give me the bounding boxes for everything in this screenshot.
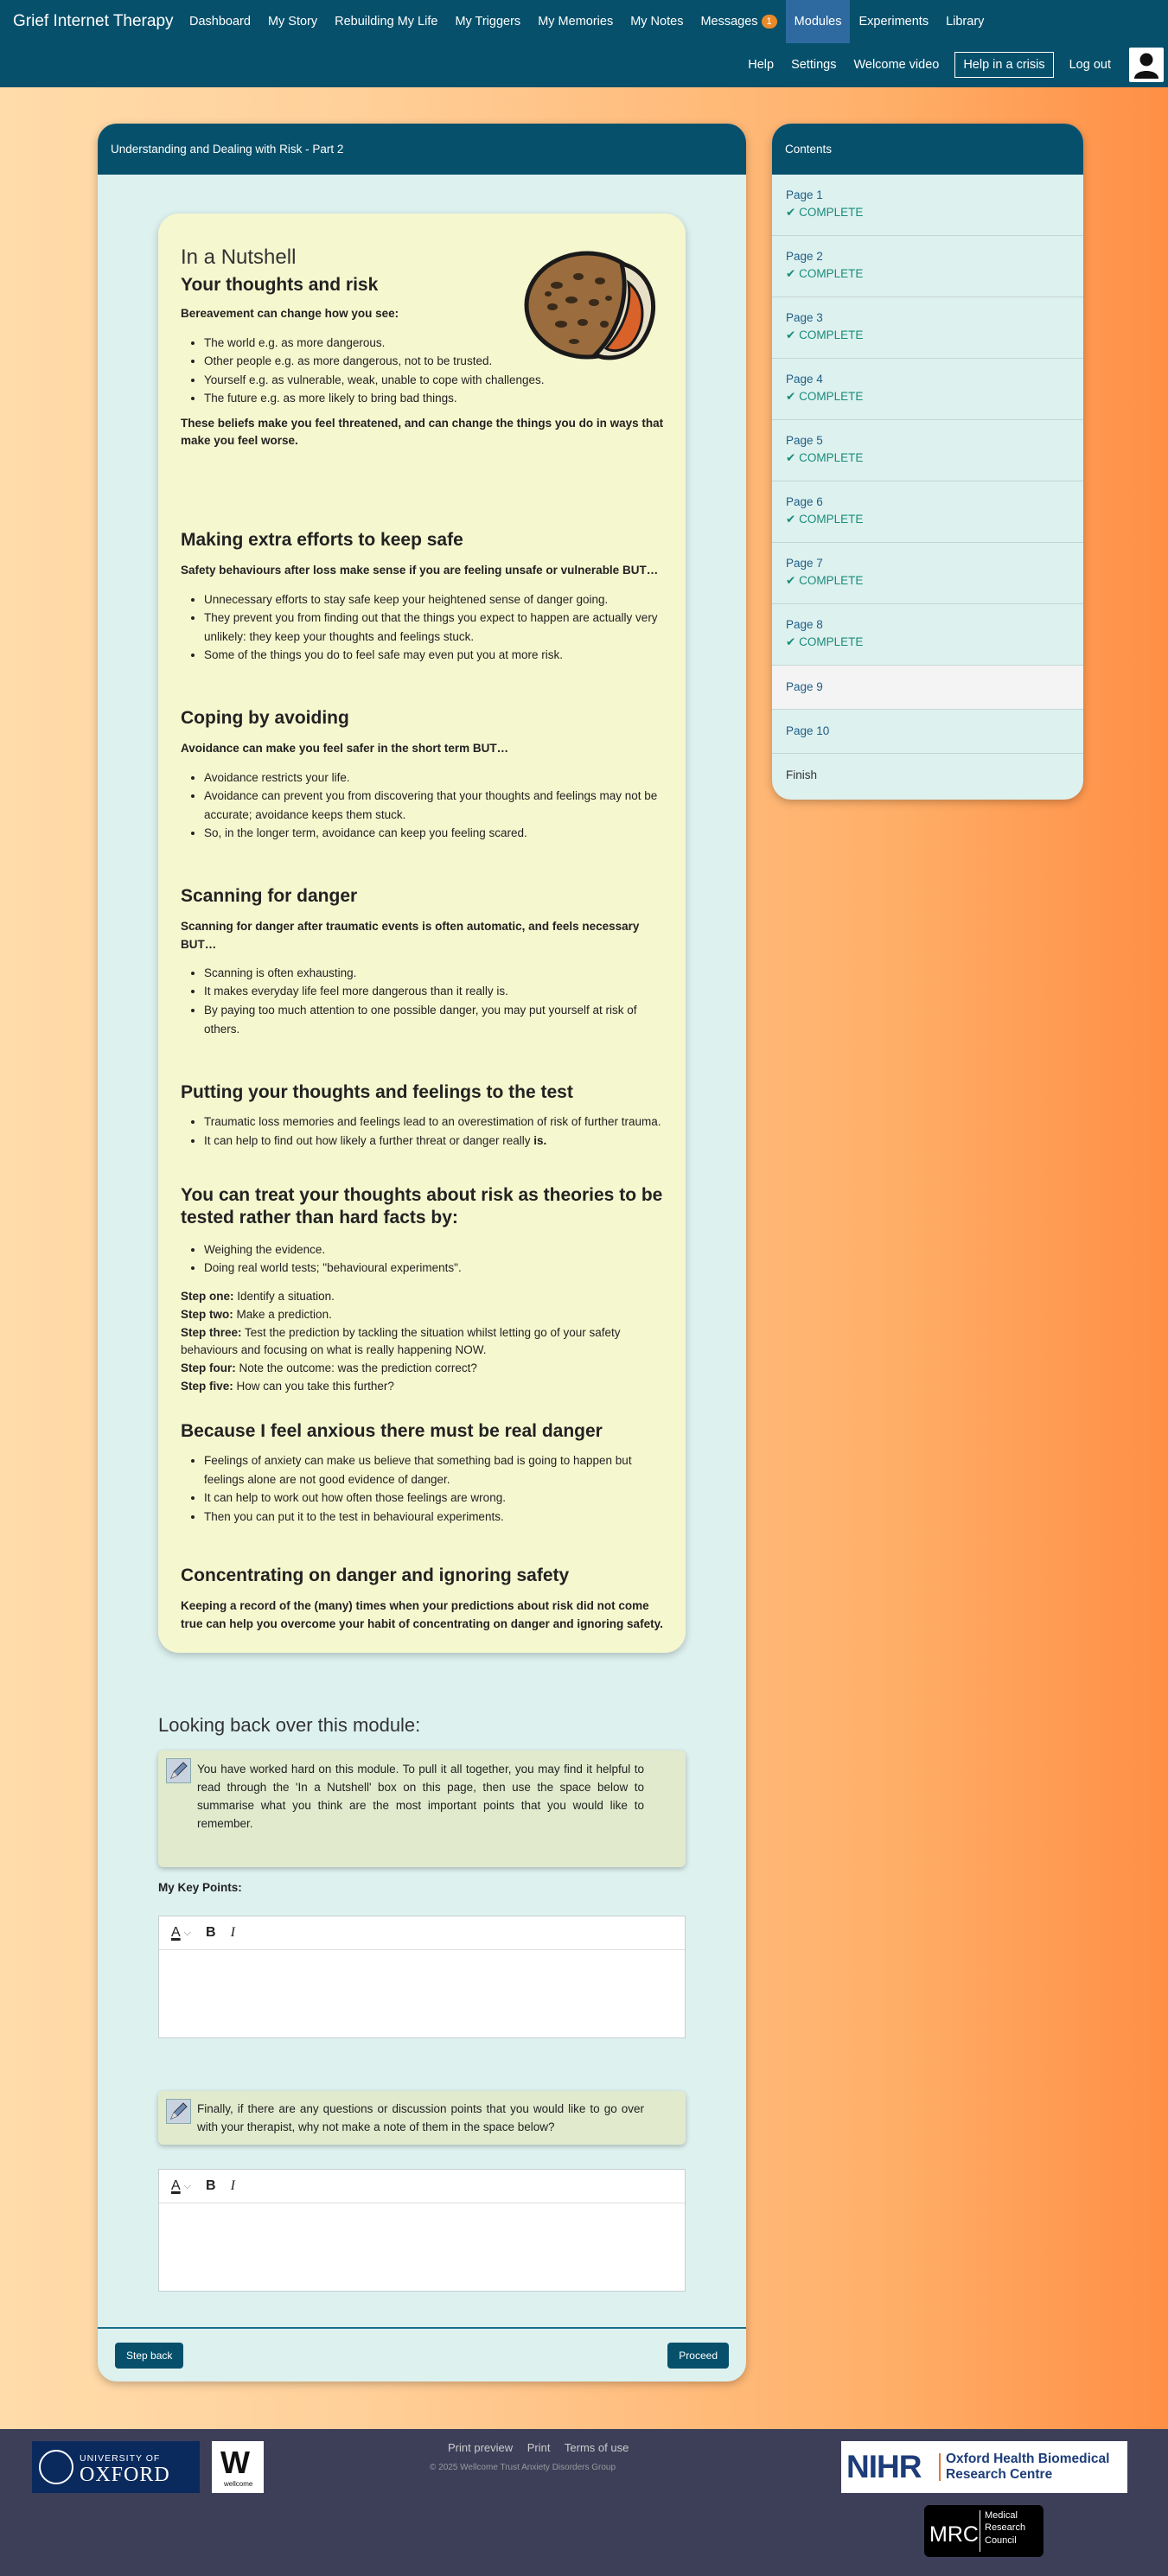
step-item: Step four: Note the outcome: was the prediction correct? (181, 1361, 477, 1375)
section-heading: Coping by avoiding (181, 708, 349, 728)
editor-toolbar (159, 2170, 685, 2203)
step-item: Step three: Test the prediction by tackling the situation whilst letting go of your safety behaviours and focusing on what is really happening NOW. (181, 1325, 621, 1357)
list-item: • By paying too much attention to one possible danger, you may put yourself at risk of others. (204, 1001, 665, 1038)
list-item: • It can help to work out how often those feelings are wrong. (204, 1489, 665, 1508)
contents-item-finish[interactable]: Finish (786, 768, 818, 781)
list-item: • Weighing the evidence. (204, 1240, 665, 1259)
nav-my-notes[interactable]: My Notes (630, 15, 684, 29)
section-coping-by-avoiding (181, 707, 665, 843)
contents-item-page-3[interactable]: Page 3 ✔ COMPLETE (772, 297, 1083, 359)
check-icon: ✔ (786, 267, 796, 280)
contents-item-page-9[interactable]: Page 9 (772, 666, 1083, 710)
section-treat-thoughts-as-theories (181, 1184, 665, 1396)
nav-help[interactable]: Help (748, 58, 775, 72)
section-outro: Keeping a record of the (many) times when your predictions about risk did not come true can help you overcome your habit of concentrating on danger and ignoring safety. (181, 1599, 663, 1630)
nutshell-box (158, 214, 686, 1653)
status-label: COMPLETE (799, 267, 864, 280)
bullet-list (181, 1240, 665, 1278)
help-in-crisis-button[interactable]: Help in a crisis (954, 52, 1053, 78)
list-item: • Doing real world tests; "behavioural experiments". (204, 1259, 665, 1278)
list-item: • It makes everyday life feel more dangerous than it really is. (204, 982, 665, 1001)
copyright-text: © 2025 Wellcome Trust Anxiety Disorders Group (430, 2463, 616, 2472)
contents-heading: Contents (772, 124, 1083, 175)
note-text: Finally, if there are any questions or discussion points that you would like to go over with your therapist, why not make a note of them in the space below? (197, 2102, 644, 2133)
summary-note-box (158, 1750, 686, 1867)
list-item: • The world e.g. as more dangerous. (204, 334, 498, 353)
contents-item-page-8[interactable]: Page 8 ✔ COMPLETE (772, 604, 1083, 666)
print-preview-link[interactable]: Print preview (448, 2441, 514, 2454)
proceed-button[interactable]: Proceed (667, 2343, 729, 2369)
section-outro: These beliefs make you feel threatened, and can change the things you do in ways that make you feel worse. (181, 416, 664, 448)
status-label: COMPLETE (799, 635, 864, 648)
nav-welcome-video[interactable]: Welcome video (853, 58, 940, 72)
module-header: Understanding and Dealing with Risk - Part 2 (98, 124, 746, 175)
font-color-button[interactable]: A (171, 1925, 181, 1940)
secondary-nav (739, 50, 1120, 80)
bold-button[interactable]: B (206, 2178, 216, 2193)
section-heading: Scanning for danger (181, 886, 358, 906)
step-item: Step two: Make a prediction. (181, 1307, 332, 1321)
list-item: • Some of the things you do to feel safe may even put you at more risk. (204, 646, 665, 665)
list-item: • Avoidance restricts your life. (204, 768, 665, 787)
oxford-logo[interactable]: UNIVERSITY OF OXFORD (32, 2441, 200, 2493)
status-label: COMPLETE (799, 451, 864, 464)
nihr-logo[interactable]: NIHR Oxford Health Biomedical Research Centre (841, 2441, 1127, 2493)
section-intro: Scanning for danger after traumatic events is often automatic, and feels necessary BUT… (181, 920, 640, 951)
chevron-down-icon[interactable]: ⌵ (183, 2180, 192, 2191)
nav-library[interactable]: Library (946, 15, 985, 29)
app-title[interactable]: Grief Internet Therapy (13, 12, 174, 30)
nutshell-title: In a Nutshell (181, 245, 297, 269)
primary-nav (181, 0, 992, 43)
key-points-editor[interactable] (158, 1916, 686, 2038)
chevron-down-icon[interactable]: ⌵ (183, 1927, 192, 1938)
list-item: • Unnecessary efforts to stay safe keep your heightened sense of danger going. (204, 590, 665, 609)
oxford-seal-icon (39, 2450, 73, 2484)
list-item: • Other people e.g. as more dangerous, not to be trusted. (204, 352, 498, 371)
nav-my-triggers[interactable]: My Triggers (455, 15, 521, 29)
section-heading: Making extra efforts to keep safe (181, 530, 463, 550)
check-icon: ✔ (786, 513, 796, 526)
contents-item-page-10[interactable]: Page 10 (772, 710, 1083, 754)
mrc-logo[interactable]: MRC Medical Research Council (924, 2505, 1044, 2557)
module-footer-divider (98, 2327, 746, 2329)
list-item: • Scanning is often exhausting. (204, 964, 665, 983)
page-footer (0, 2429, 1168, 2576)
messages-count-badge: 1 (762, 15, 777, 29)
contents-item-page-7[interactable]: Page 7 ✔ COMPLETE (772, 543, 1083, 604)
section-intro: Bereavement can change how you see: (181, 307, 399, 321)
nav-settings[interactable]: Settings (791, 58, 837, 72)
section-concentrating-on-danger (181, 1565, 665, 1633)
check-icon: ✔ (786, 206, 796, 219)
section-extra-efforts (181, 529, 665, 665)
top-navbar (0, 0, 1168, 87)
section-heading: Because I feel anxious there must be real danger (181, 1421, 603, 1441)
list-item: • Yourself e.g. as vulnerable, weak, unable to cope with challenges. (204, 371, 645, 390)
status-label: COMPLETE (799, 390, 864, 403)
section-intro: Safety behaviours after loss make sense if you are feeling unsafe or vulnerable BUT… (181, 564, 659, 577)
nav-messages[interactable]: Messages 1 (692, 0, 785, 43)
note-text: You have worked hard on this module. To pull it all together, you may find it helpful to read through the 'In a Nutshell' box on this page, then use the space below to summarise what you think are the most important points that you would like to remember. (197, 1763, 644, 1830)
check-icon: ✔ (786, 451, 796, 464)
nav-dashboard[interactable]: Dashboard (189, 15, 251, 29)
step-back-button[interactable]: Step back (115, 2343, 183, 2369)
step-item: Step five: How can you take this further? (181, 1380, 394, 1393)
section-heading: You can treat your thoughts about risk as theories to be tested rather than hard facts by: (181, 1185, 663, 1228)
list-item: • Traumatic loss memories and feelings lead to an overestimation of risk of further trauma. (204, 1113, 665, 1132)
nav-rebuilding-my-life[interactable]: Rebuilding My Life (335, 15, 438, 29)
key-points-label: My Key Points: (158, 1881, 242, 1894)
looking-back-heading: Looking back over this module: (158, 1714, 421, 1736)
status-label: COMPLETE (799, 574, 864, 587)
contents-item-page-1[interactable]: Page 1 ✔ COMPLETE (772, 175, 1083, 236)
questions-editor[interactable] (158, 2169, 686, 2292)
bullet-list (181, 334, 545, 408)
steps-list (181, 1288, 665, 1397)
nav-experiments[interactable]: Experiments (858, 15, 929, 29)
status-label: COMPLETE (799, 513, 864, 526)
bullet-list (181, 964, 665, 1038)
italic-button[interactable]: I (230, 2178, 235, 2193)
check-icon: ✔ (786, 635, 796, 648)
wellcome-logo[interactable]: W wellcome (212, 2441, 264, 2493)
pencil-icon (166, 2099, 191, 2124)
section-heading: Putting your thoughts and feelings to the test (181, 1082, 573, 1102)
footer-links (448, 2441, 640, 2454)
pencil-icon (166, 1758, 191, 1783)
contents-item-page-4[interactable]: Page 4 ✔ COMPLETE (772, 359, 1083, 420)
editor-toolbar (159, 1916, 685, 1950)
status-label: COMPLETE (799, 328, 864, 341)
bullet-list (181, 590, 665, 665)
contents-panel (772, 124, 1083, 800)
bold-button[interactable]: B (206, 1925, 216, 1940)
section-anxious-real-danger (181, 1420, 665, 1527)
bullet-list (181, 1451, 665, 1526)
section-scanning-for-danger (181, 885, 665, 1038)
section-your-thoughts-and-risk (181, 274, 665, 450)
section-putting-to-test (181, 1081, 665, 1150)
font-color-button[interactable]: A (171, 2178, 181, 2193)
list-item: • It can help to find out how likely a further threat or danger really is. (204, 1132, 665, 1151)
list-item: • Avoidance can prevent you from discovering that your thoughts and feelings may not be accurate; avoidance keeps them stuck. (204, 787, 665, 824)
contents-item-page-5[interactable]: Page 5 ✔ COMPLETE (772, 420, 1083, 481)
user-avatar-icon[interactable] (1129, 48, 1164, 82)
list-item: • They prevent you from finding out that the things you expect to happen are actually very unlikely: they keep your thoughts and feelings stuck. (204, 609, 665, 646)
contents-item-page-2[interactable]: Page 2 ✔ COMPLETE (772, 236, 1083, 297)
italic-button[interactable]: I (230, 1925, 235, 1940)
nav-my-story[interactable]: My Story (267, 15, 318, 29)
check-icon: ✔ (786, 390, 796, 403)
list-item: • So, in the longer term, avoidance can keep you feeling scared. (204, 824, 665, 843)
bullet-list (181, 768, 665, 843)
terms-of-use-link[interactable]: Terms of use (564, 2441, 629, 2454)
check-icon: ✔ (786, 574, 796, 587)
list-item: • Feelings of anxiety can make us believe that something bad is going to happen but feelings alone are not good evidence of danger. (204, 1451, 665, 1489)
bullet-list (181, 1113, 665, 1150)
section-heading: Your thoughts and risk (181, 275, 379, 295)
nav-my-memories[interactable]: My Memories (538, 15, 614, 29)
contents-item-page-6[interactable]: Page 6 ✔ COMPLETE (772, 481, 1083, 543)
section-heading: Concentrating on danger and ignoring safety (181, 1565, 570, 1585)
list-item: • Then you can put it to the test in behavioural experiments. (204, 1508, 665, 1527)
print-link[interactable]: Print (527, 2441, 551, 2454)
questions-note-box (158, 2091, 686, 2145)
list-item: • The future e.g. as more likely to bring bad things. (204, 389, 645, 408)
step-item: Step one: Identify a situation. (181, 1289, 335, 1303)
nav-log-out[interactable]: Log out (1069, 58, 1111, 72)
nav-modules[interactable]: Modules (786, 0, 851, 43)
check-icon: ✔ (786, 328, 796, 341)
module-card (98, 124, 746, 2382)
section-intro: Avoidance can make you feel safer in the short term BUT… (181, 742, 509, 756)
status-label: COMPLETE (799, 206, 864, 219)
